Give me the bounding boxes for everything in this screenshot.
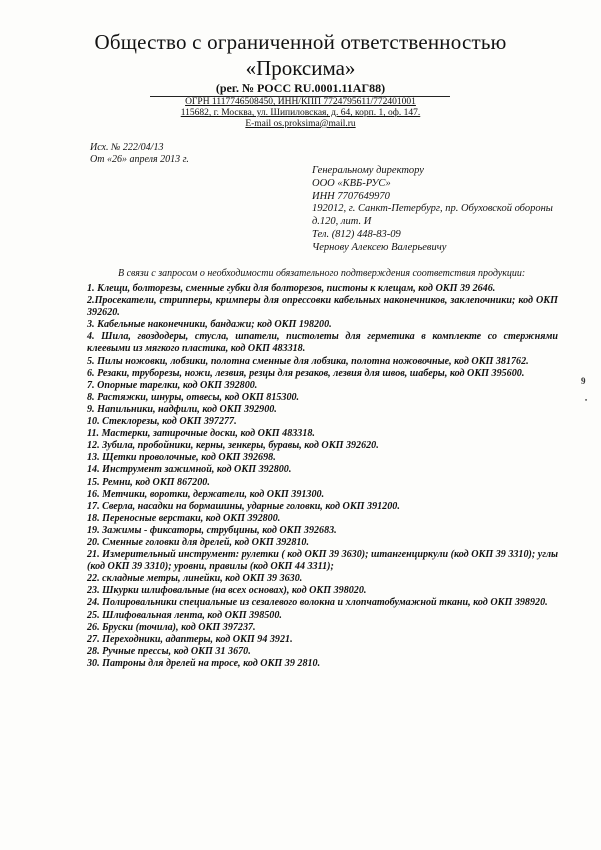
list-item: 25. Шлифовальная лента, код ОКП 398500.: [87, 609, 282, 621]
list-item: 6. Резаки, труборезы, ножи, лезвия, резцы для резаков, лезвия для швов, шаберы, код ОКП 395600.: [87, 367, 525, 379]
list-item: 27. Переходники, адаптеры, код ОКП 94 3921.: [87, 633, 293, 645]
list-item: 14. Инструмент зажимной, код ОКП 392800.: [87, 464, 292, 476]
requisites-line-1: ОГРН 1117746508450, ИНН/КПП 7724795611/772401001: [185, 97, 416, 107]
list-item: 22. складные метры, линейки, код ОКП 39 3630.: [87, 573, 303, 585]
intro-text: В связи с запросом о необходимости обязательного подтверждения соответствия продукции:: [118, 268, 526, 279]
list-item: 24. Полировальники специальные из сезалевого волокна и хлопчатобумажной ткани, код ОКП 398920.: [87, 597, 548, 609]
company-name-line2: «Проксима»: [245, 56, 356, 80]
email-line: E-mail os.proksima@mail.ru: [245, 119, 356, 129]
product-list: [87, 283, 558, 670]
addressee-line: ИНН 7707649970: [312, 190, 390, 202]
margin-mark: 9: [581, 376, 586, 386]
list-item: 19. Зажимы - фиксаторы, струбцины, код ОКП 392683.: [87, 524, 337, 536]
list-item: 4. Шила, гвоздодеры, стусла, шпатели, пистолеты для герметика в комплекте со стержнями клеевыми из мягкого пластика, код ОКП 483318.: [87, 331, 558, 355]
list-item: 2.Просекатели, стрипперы, кримперы для опрессовки кабельных наконечников, заклепочники; код ОКП 392620.: [87, 295, 558, 319]
addressee-line: Тел. (812) 448-83-09: [312, 228, 401, 240]
list-item: 8. Растяжки, шнуры, отвесы, код ОКП 815300.: [87, 391, 300, 403]
list-item: 28. Ручные прессы, код ОКП 31 3670.: [87, 645, 251, 657]
list-item: 21. Измерительный инструмент: рулетки ( код ОКП 39 3630); штангенциркули (код ОКП 39 3310); углы (код ОКП 39 3310); уровни, правилы (код ОКП 44 3311);: [87, 549, 559, 573]
outgoing-block: [90, 142, 189, 166]
margin-mark: •: [585, 398, 588, 404]
list-item: 18. Переносные верстаки, код ОКП 392800.: [87, 512, 281, 524]
addressee-line: ООО «КВБ-РУС»: [312, 177, 391, 189]
list-item: 3. Кабельные наконечники, бандажи; код ОКП 198200.: [87, 319, 332, 331]
outgoing-date: От «26» апреля 2013 г.: [90, 154, 189, 165]
list-item: 23. Шкурки шлифовальные (на всех основах), код ОКП 398020.: [87, 585, 367, 597]
list-item: 17. Сверла, насадки на бормашины, ударные головки, код ОКП 391200.: [87, 500, 400, 512]
list-item: 7. Опорные тарелки, код ОКП 392800.: [87, 379, 258, 391]
list-item: 15. Ремни, код ОКП 867200.: [87, 476, 210, 488]
registration-number: (рег. № РОСС RU.0001.11АГ88): [215, 81, 386, 95]
addressee-block: [312, 165, 572, 255]
list-item: 9. Напильники, надфили, код ОКП 392900.: [87, 403, 277, 415]
list-item: 26. Бруски (точила), код ОКП 397237.: [87, 621, 256, 633]
addressee-line: Генеральному директору: [312, 165, 424, 176]
list-item: 13. Щетки проволочные, код ОКП 392698.: [87, 452, 276, 464]
list-item: 5. Пилы ножовки, лобзики, полотна сменные для лобзика, полотна ножовочные, код ОКП 381762.: [87, 355, 529, 367]
list-item: 16. Метчики, воротки, держатели, код ОКП 391300.: [87, 488, 325, 500]
requisites-line-2: 115682, г. Москва, ул. Шипиловская, д. 64, корп. 1, оф. 147.: [180, 108, 421, 118]
list-item: 30. Патроны для дрелей на тросе, код ОКП 39 2810.: [87, 657, 321, 669]
addressee-line: Чернову Алексею Валерьевичу: [312, 241, 447, 253]
addressee-line: 192012, г. Санкт-Петербург, пр. Обуховской обороны д.120, лит. И: [312, 203, 553, 228]
list-item: 10. Стеклорезы, код ОКП 397277.: [87, 416, 237, 428]
company-name-line1: Общество с ограниченной ответственностью: [94, 30, 507, 54]
list-item: 1. Клещи, болторезы, сменные губки для болторезов, пистоны к клещам, код ОКП 39 2646.: [87, 283, 496, 294]
outgoing-number: Исх. № 222/04/13: [90, 142, 164, 153]
list-item: 20. Сменные головки для дрелей, код ОКП 392810.: [87, 536, 309, 548]
list-item: 12. Зубила, пробойники, керны, зенкеры, буравы, код ОКП 392620.: [87, 440, 379, 452]
list-item: 11. Мастерки, затирочные доски, код ОКП 483318.: [87, 428, 315, 440]
